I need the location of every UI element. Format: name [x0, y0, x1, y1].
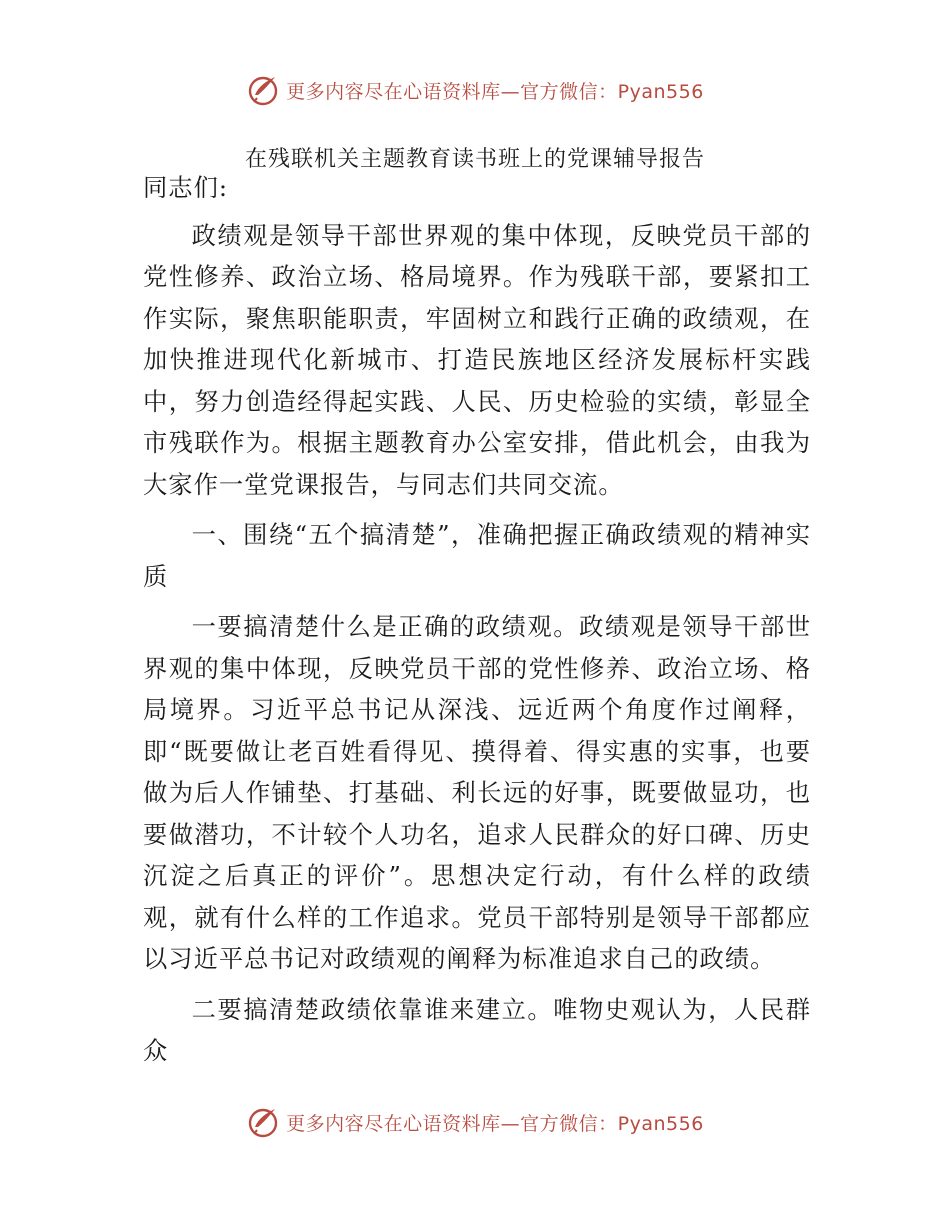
section-heading-1: 一、围绕“五个搞清楚”，准确把握正确政绩观的精神实质 [143, 520, 811, 591]
footer-banner [0, 1102, 950, 1142]
document-body [143, 167, 811, 1081]
quill-logo-icon [246, 73, 280, 107]
paragraph-point-1: 一要搞清楚什么是正确的政绩观。政绩观是领导干部世界观的集中体现，反映党员干部的党性修养、政治立场、格局境界。习近平总书记从深浅、远近两个角度作过阐释，即“既要做让老百姓看得见、摸得着、得实惠的实事，也要做为后人作铺垫、打基础、利长远的好事，既要做显功，也要做潜功，不计较个人功名，追求人民群众的好口碑、历史沉淀之后真正的评价”。思想决定行动，有什么样的政绩观，就有什么样的工作追求。党员干部特别是领导干部都应以习近平总书记对政绩观的阐释为标准追求自己的政绩。 [143, 612, 811, 973]
paragraph-point-2: 二要搞清楚政绩依靠谁来建立。唯物史观认为，人民群众 [143, 994, 811, 1065]
banner-text: 更多内容尽在心语资料库—官方微信：Pyan556 [286, 1112, 704, 1135]
paragraph-intro: 政绩观是领导干部世界观的集中体现，反映党员干部的党性修养、政治立场、格局境界。作为残联干部，要紧扣工作实际，聚焦职能职责，牢固树立和践行正确的政绩观，在加快推进现代化新城市、打造民族地区经济发展标杆实践中，努力创造经得起实践、人民、历史检验的实绩，彰显全市残联作为。根据主题教育办公室安排，借此机会，由我为大家作一堂党课报告，与同志们共同交流。 [143, 220, 811, 499]
document-title: 在残联机关主题教育读书班上的党课辅导报告 [244, 147, 705, 172]
banner-text: 更多内容尽在心语资料库—官方微信：Pyan556 [286, 80, 704, 103]
salutation: 同志们: [143, 173, 229, 202]
quill-logo-icon [246, 1105, 280, 1139]
header-banner [0, 70, 950, 110]
